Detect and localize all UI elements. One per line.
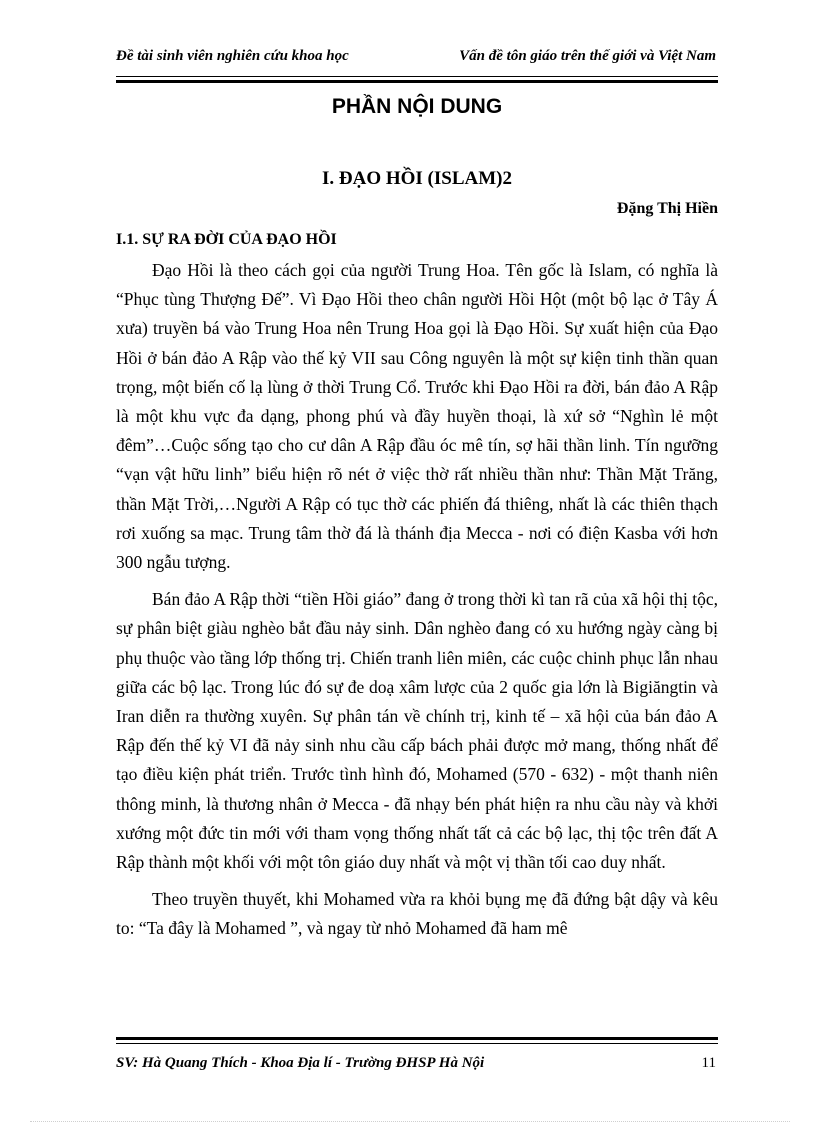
author-name: Đặng Thị Hiền [616,200,718,217]
header-left-title: Đề tài sinh viên nghiên cứu khoa học [116,48,349,64]
page-number: 11 [701,1055,716,1071]
header-rule-thin [116,76,718,77]
header-rule-thick [116,80,718,83]
footer-text: SV: Hà Quang Thích - Khoa Địa lí - Trường ĐHSP Hà Nội [116,1055,485,1071]
subsection-title: I.1. SỰ RA ĐỜI CỦA ĐẠO HỒI [116,231,337,248]
paragraph-3: Theo truyền thuyết, khi Mohamed vừa ra khỏi bụng mẹ đã đứng bật dậy và kêu to: “Ta đây là Mohamed ”, và ngay từ nhỏ Mohamed đã ham mê [116,889,718,939]
paragraph-1: Đạo Hồi là theo cách gọi của người Trung Hoa. Tên gốc là Islam, có nghĩa là “Phục tùng Thượng Đế”. Vì Đạo Hồi theo chân người Hồi Hột (một bộ lạc ở Tây Á xưa) truyền bá vào Trung Hoa nên Trung Hoa gọi là Đạo Hồi. Sự xuất hiện của Đạo Hồi ở bán đảo A Rập vào thế kỷ VII sau Công nguyên là một sự kiện tinh thần quan trọng, một biến cố lạ lùng ở thời Trung Cổ. Trước khi Đạo Hồi ra đời, bán đảo A Rập là một khu vực đa dạng, phong phú và đầy huyền thoại, là xứ sở “Nghìn lẻ một đêm”…Cuộc sống tạo cho cư dân A Rập đầu óc mê tín, sợ hãi thần linh. Tín ngưỡng “vạn vật hữu linh” biểu hiện rõ nét ở việc thờ rất nhiều thần như: Thần Mặt Trăng, thần Mặt Trời,…Người A Rập có tục thờ các phiến đá thiêng, nhất là các thiên thạch rơi xuống sa mạc. Trung tâm thờ đá là thánh địa Mecca - nơi có điện Kasba với hơn 300 ngẫu tượng. [116,260,718,573]
paragraph-2: Bán đảo A Rập thời “tiền Hồi giáo” đang ở trong thời kì tan rã của xã hội thị tộc, sự phân biệt giàu nghèo bắt đầu nảy sinh. Dân nghèo đang có xu hướng ngày càng bị phụ thuộc vào tầng lớp thống trị. Chiến tranh liên miên, các cuộc chinh phục lẫn nhau giữa các bộ lạc. Trong lúc đó sự đe doạ xâm lược của 2 quốc gia lớn là Bigiăngtin và Iran diễn ra thường xuyên. Sự phân tán về chính trị, kinh tế – xã hội của bán đảo A Rập đến thế kỷ VI đã nảy sinh nhu cầu cấp bách phải được mở mang, thống nhất để tạo điều kiện phát triển. Trước tình hình đó, Mohamed (570 - 632) - một thanh niên thông minh, là thương nhân ở Mecca - đã nhạy bén phát hiện ra nhu cầu này và khởi xướng một đức tin mới với tham vọng thống nhất tất cả các bộ lạc, thị tộc trên đất A Rập thành một khối với một tôn giáo duy nhất và một vị thần tối cao duy nhất. [116,589,718,873]
header-right-title: Vấn đề tôn giáo trên thế giới và Việt Nam [459,48,716,64]
part-title: PHẦN NỘI DUNG [331,95,503,118]
footer-rule-thin [116,1043,718,1044]
footer-rule-thick [116,1037,718,1040]
section-title: I. ĐẠO HỒI (ISLAM)2 [321,168,512,189]
page-bottom-dotted-border [30,1121,790,1122]
body-text [116,256,718,944]
